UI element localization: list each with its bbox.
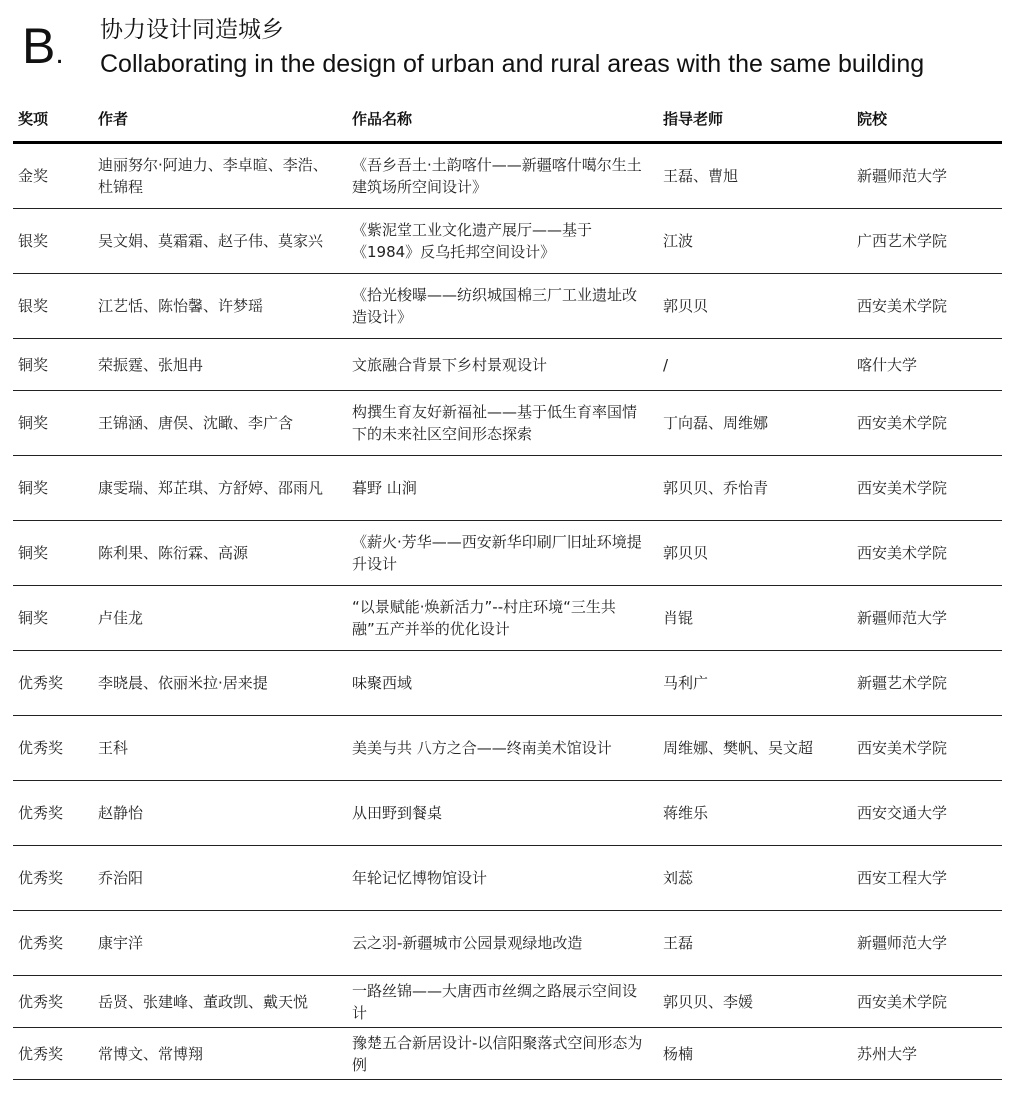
work-cell: 从田野到餐桌 — [347, 781, 658, 846]
award-cell: 铜奖 — [13, 586, 93, 651]
advisor-cell: 杨楠 — [658, 1028, 852, 1080]
advisor-cell: 丁向磊、周维娜 — [658, 391, 852, 456]
authors-cell: 常博文、常博翔 — [93, 1028, 347, 1080]
table-row — [13, 651, 1002, 716]
work-cell: 云之羽-新疆城市公园景观绿地改造 — [347, 911, 658, 976]
advisor-cell: 郭贝贝 — [658, 274, 852, 339]
header-advisor: 指导老师 — [658, 96, 852, 143]
advisor-cell: 王磊、曹旭 — [658, 143, 852, 209]
advisor-cell: 马利广 — [658, 651, 852, 716]
table-row — [13, 846, 1002, 911]
authors-cell: 吴文娟、莫霜霜、赵子伟、莫家兴 — [93, 209, 347, 274]
authors-cell: 卢佳龙 — [93, 586, 347, 651]
advisor-cell: 周维娜、樊帆、吴文超 — [658, 716, 852, 781]
authors-cell: 康雯瑞、郑芷琪、方舒婷、邵雨凡 — [93, 456, 347, 521]
school-cell: 喀什大学 — [852, 339, 1002, 391]
table-row — [13, 1028, 1002, 1080]
work-cell: 文旅融合背景下乡村景观设计 — [347, 339, 658, 391]
authors-cell: 乔治阳 — [93, 846, 347, 911]
work-cell: 一路丝锦——大唐西市丝绸之路展示空间设计 — [347, 976, 658, 1028]
school-cell: 新疆艺术学院 — [852, 651, 1002, 716]
advisor-cell: / — [658, 339, 852, 391]
award-cell: 优秀奖 — [13, 651, 93, 716]
advisor-cell: 王磊 — [658, 911, 852, 976]
advisor-cell: 江波 — [658, 209, 852, 274]
table-row — [13, 781, 1002, 846]
section-letter-dot: . — [55, 37, 64, 70]
authors-cell: 王锦涵、唐俣、沈瞰、李广含 — [93, 391, 347, 456]
award-cell: 优秀奖 — [13, 911, 93, 976]
award-cell: 优秀奖 — [13, 1028, 93, 1080]
school-cell: 西安美术学院 — [852, 274, 1002, 339]
award-cell: 银奖 — [13, 209, 93, 274]
table-row — [13, 586, 1002, 651]
header-authors: 作者 — [93, 96, 347, 143]
advisor-cell: 郭贝贝、乔怡青 — [658, 456, 852, 521]
authors-cell: 岳贤、张建峰、董政凯、戴天悦 — [93, 976, 347, 1028]
work-cell: 美美与共 八方之合——终南美术馆设计 — [347, 716, 658, 781]
authors-cell: 李晓晨、依丽米拉·居来提 — [93, 651, 347, 716]
award-cell: 金奖 — [13, 143, 93, 209]
work-cell: 味聚西域 — [347, 651, 658, 716]
awards-table — [13, 96, 1002, 1080]
award-cell: 优秀奖 — [13, 716, 93, 781]
school-cell: 广西艺术学院 — [852, 209, 1002, 274]
work-cell: 《紫泥堂工业文化遗产展厅——基于《1984》反乌托邦空间设计》 — [347, 209, 658, 274]
school-cell: 新疆师范大学 — [852, 911, 1002, 976]
advisor-cell: 郭贝贝 — [658, 521, 852, 586]
authors-cell: 荣振霆、张旭冉 — [93, 339, 347, 391]
table-row — [13, 391, 1002, 456]
school-cell: 苏州大学 — [852, 1028, 1002, 1080]
award-cell: 优秀奖 — [13, 976, 93, 1028]
header-work: 作品名称 — [347, 96, 658, 143]
advisor-cell: 刘蕊 — [658, 846, 852, 911]
school-cell: 西安美术学院 — [852, 521, 1002, 586]
award-cell: 优秀奖 — [13, 846, 93, 911]
authors-cell: 陈利果、陈衍霖、高源 — [93, 521, 347, 586]
award-cell: 优秀奖 — [13, 781, 93, 846]
school-cell: 新疆师范大学 — [852, 586, 1002, 651]
table-row — [13, 716, 1002, 781]
table-row — [13, 521, 1002, 586]
advisor-cell: 蒋维乐 — [658, 781, 852, 846]
authors-cell: 江艺恬、陈怡馨、许梦瑶 — [93, 274, 347, 339]
authors-cell: 赵静怡 — [93, 781, 347, 846]
section-letter — [22, 16, 64, 84]
header-school: 院校 — [852, 96, 1002, 143]
award-cell: 铜奖 — [13, 521, 93, 586]
work-cell: 豫楚五合新居设计-以信阳聚落式空间形态为例 — [347, 1028, 658, 1080]
table-row — [13, 339, 1002, 391]
table-row — [13, 976, 1002, 1028]
school-cell: 西安美术学院 — [852, 456, 1002, 521]
table-row — [13, 911, 1002, 976]
school-cell: 西安美术学院 — [852, 391, 1002, 456]
section-letter-char: B — [22, 18, 56, 74]
section-title-en: Collaborating in the design of urban and rural areas with the same building — [100, 50, 925, 78]
school-cell: 新疆师范大学 — [852, 143, 1002, 209]
authors-cell: 王科 — [93, 716, 347, 781]
advisor-cell: 肖锟 — [658, 586, 852, 651]
work-cell: 暮野 山涧 — [347, 456, 658, 521]
table-row — [13, 456, 1002, 521]
table-row — [13, 209, 1002, 274]
work-cell: 构撰生育友好新福祉——基于低生育率国情下的未来社区空间形态探索 — [347, 391, 658, 456]
table-header-row — [13, 96, 1002, 143]
school-cell: 西安美术学院 — [852, 716, 1002, 781]
school-cell: 西安美术学院 — [852, 976, 1002, 1028]
award-cell: 铜奖 — [13, 456, 93, 521]
school-cell: 西安工程大学 — [852, 846, 1002, 911]
award-cell: 银奖 — [13, 274, 93, 339]
work-cell: 《拾光梭曝——纺织城国棉三厂工业遗址改造设计》 — [347, 274, 658, 339]
table-row — [13, 274, 1002, 339]
work-cell: 年轮记忆博物馆设计 — [347, 846, 658, 911]
school-cell: 西安交通大学 — [852, 781, 1002, 846]
work-cell: 《薪火·芳华——西安新华印刷厂旧址环境提升设计 — [347, 521, 658, 586]
section-title-cn: 协力设计同造城乡 — [100, 17, 284, 43]
work-cell: “以景赋能·焕新活力”--村庄环境“三生共融”五产并举的优化设计 — [347, 586, 658, 651]
authors-cell: 迪丽努尔·阿迪力、李卓暄、李浩、杜锦程 — [93, 143, 347, 209]
work-cell: 《吾乡吾土·土韵喀什——新疆喀什噶尔生土建筑场所空间设计》 — [347, 143, 658, 209]
award-cell: 铜奖 — [13, 391, 93, 456]
header-award: 奖项 — [13, 96, 93, 143]
award-cell: 铜奖 — [13, 339, 93, 391]
advisor-cell: 郭贝贝、李媛 — [658, 976, 852, 1028]
table-row — [13, 143, 1002, 209]
authors-cell: 康宇洋 — [93, 911, 347, 976]
